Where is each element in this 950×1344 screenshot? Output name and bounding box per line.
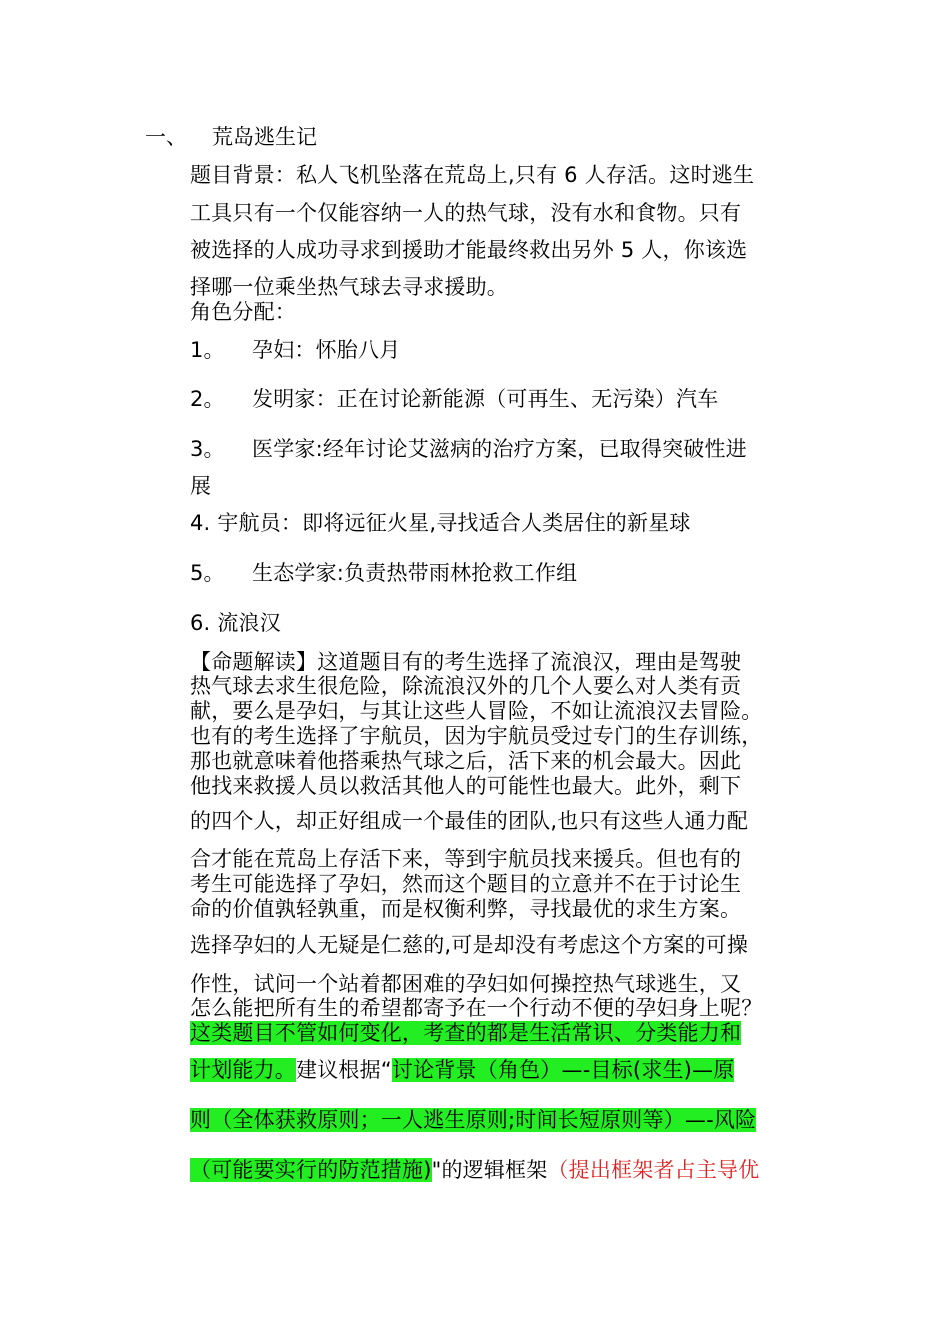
analysis-line: 选择孕妇的人无疑是仁慈的,可是却没有考虑这个方案的可操	[190, 933, 749, 957]
highlighted-text: 这类题目不管如何变化，考查的都是生活常识、分类能力和	[190, 1021, 742, 1045]
role-number: 6.	[190, 611, 211, 635]
role-number: 3。	[190, 437, 225, 461]
analysis-line: 他找来救援人员以救活其他人的可能性也最大。此外，剩下	[190, 774, 742, 798]
role-text: 发明家：正在讨论新能源（可再生、无污染）汽车	[252, 387, 719, 411]
section-number: 一、	[145, 125, 187, 149]
background-line: 被选择的人成功寻求到援助才能最终救出另外 5 人，你该选	[190, 238, 748, 262]
analysis-line: 命的价值孰轻孰重，而是权衡利弊，寻找最优的求生方案。	[190, 897, 742, 921]
analysis-line: 热气球去求生很危险，除流浪汉外的几个人要么对人类有贡	[190, 674, 742, 698]
role-item	[190, 337, 400, 363]
role-number: 2。	[190, 387, 225, 411]
analysis-line: 献，要么是孕妇，与其让这些人冒险，不如让流浪汉去冒险。	[190, 699, 763, 723]
role-number: 1。	[190, 338, 225, 362]
highlight-line	[190, 1020, 741, 1046]
background-line: 择哪一位乘坐热气球去寻求援助。	[190, 275, 508, 299]
section-title: 荒岛逃生记	[212, 125, 317, 149]
role-item	[190, 610, 281, 636]
analysis-line: 怎么能把所有生的希望都寄予在一个行动不便的孕妇身上呢？	[190, 996, 763, 1020]
highlighted-text: 讨论背景（角色）—-目标(求生)—原	[391, 1058, 735, 1082]
analysis-line: 考生可能选择了孕妇，然而这个题目的立意并不在于讨论生	[190, 872, 742, 896]
highlighted-text: 计划能力。	[190, 1058, 296, 1082]
role-item	[190, 560, 577, 586]
analysis-line: 的四个人，却正好组成一个最佳的团队,也只有这些人通力配	[190, 809, 749, 833]
role-text: 流浪汉	[217, 611, 281, 635]
role-text: 生态学家:负责热带雨林抢救工作组	[252, 561, 578, 585]
role-item	[190, 386, 718, 412]
role-item	[190, 510, 691, 536]
highlighted-text: 则（全体获救原则；一人逃生原则;时间长短原则等）—-风险	[190, 1108, 757, 1132]
background-line: 工具只有一个仅能容纳一人的热气球，没有水和食物。只有	[190, 201, 742, 225]
role-item	[190, 436, 747, 462]
plain-text: 建议根据“	[296, 1058, 392, 1082]
highlight-line	[190, 1107, 756, 1133]
role-text: 孕妇：怀胎八月	[252, 338, 401, 362]
role-number: 4.	[190, 511, 211, 535]
analysis-line: 那也就意味着他搭乘热气球之后，活下来的机会最大。因此	[190, 749, 742, 773]
role-number: 5。	[190, 561, 225, 585]
role-text: 展	[190, 474, 212, 498]
highlight-line	[190, 1057, 734, 1083]
analysis-line: 【命题解读】这道题目有的考生选择了流浪汉，理由是驾驶	[190, 650, 742, 674]
analysis-line: 作性，试问一个站着都困难的孕妇如何操控热气球逃生，又	[190, 972, 742, 996]
role-item-continuation	[190, 473, 211, 499]
highlighted-text: （可能要实行的防范措施)	[190, 1158, 432, 1182]
background-line: 题目背景：私人飞机坠落在荒岛上,只有 6 人存活。这时逃生	[190, 163, 755, 187]
analysis-line: 也有的考生选择了宇航员，因为宇航员受过专门的生存训练，	[190, 724, 763, 748]
role-text: 医学家:经年讨论艾滋病的治疗方案，已取得突破性进	[252, 437, 747, 461]
red-text: （提出框架者占主导优	[547, 1158, 760, 1182]
role-text: 宇航员：即将远征火星,寻找适合人类居住的新星球	[217, 511, 691, 535]
highlight-line	[190, 1157, 759, 1183]
analysis-line: 合才能在荒岛上存活下来，等到宇航员找来援兵。但也有的	[190, 847, 742, 871]
roles-heading: 角色分配：	[190, 300, 296, 324]
plain-text: "的逻辑框架	[431, 1158, 548, 1182]
